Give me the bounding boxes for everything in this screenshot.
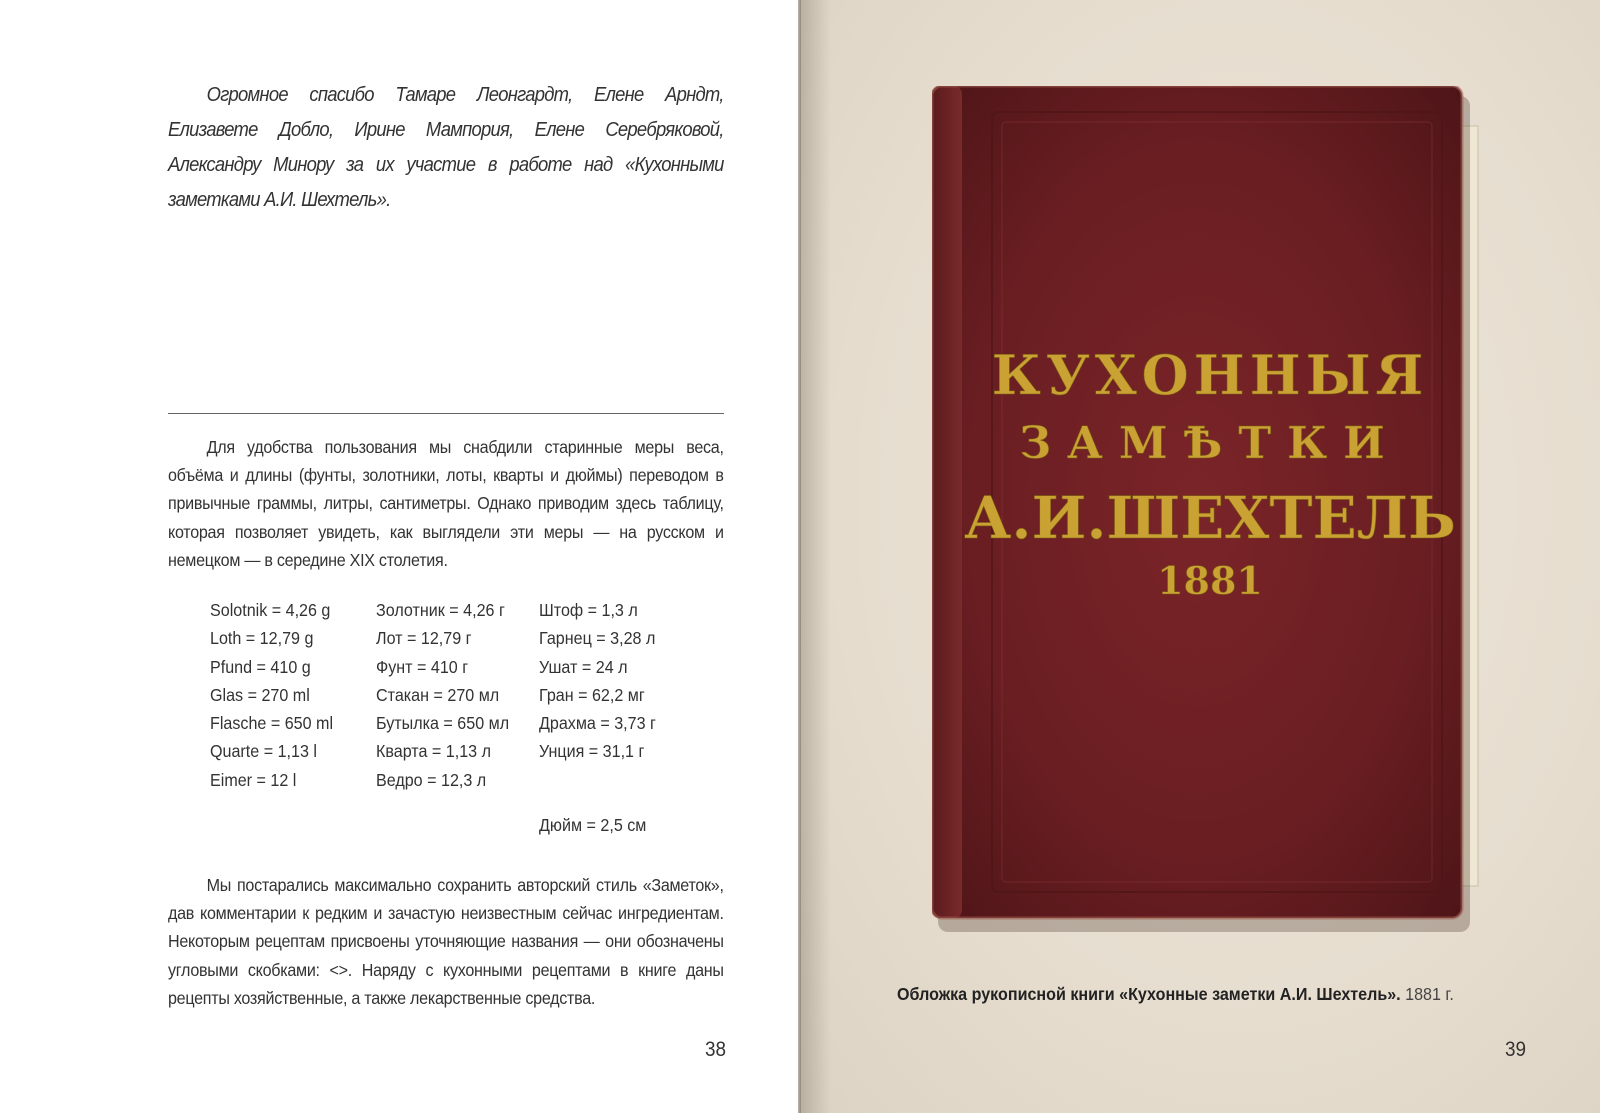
photo-caption [897,984,1454,1005]
measure-item: Гарнец = 3,28 л [539,628,656,649]
caption-title: Обложка рукописной книги «Кухонные заметки А.И. Шехтель». [897,984,1401,1004]
measure-item: Унция = 31,1 г [539,741,645,762]
measure-inch: Дюйм = 2,5 см [539,815,647,835]
cover-year: 1881 [1157,558,1263,603]
measure-item: Фунт = 410 г [376,656,469,677]
cover-title-line3: А.И.ШЕХТЕЛЬ [964,484,1456,552]
cover-title-line1: КУХОННЫЯ [991,343,1429,407]
caption-year: 1881 г. [1400,984,1454,1004]
measure-item: Штоф = 1,3 л [539,600,638,620]
measures-russian-column [376,596,509,794]
measure-item: Гран = 62,2 мг [539,684,645,705]
left-page [0,0,798,1113]
measure-item: Драхма = 3,73 г [539,713,656,734]
measures-other-column [539,596,656,766]
measure-item: Бутылка = 650 мл [376,713,510,734]
divider-line [168,413,724,414]
measure-item: Стакан = 270 мл [376,684,500,705]
measure-item: Pfund = 410 g [210,656,311,677]
acknowledgement-text: Огромное спасибо Тамаре Леонгардт, Елене Арндт, Елизавете Добло, Ирине Мампория, Елене Серебряковой, Александру Минору за их участие в работе над «Кухонными заметками А.И. Шехтель». [168,84,724,211]
measure-item: Flasche = 650 ml [210,713,334,734]
measures-german-column [210,596,333,794]
measure-item: Кварта = 1,13 л [376,741,492,762]
measure-item: Ведро = 12,3 л [376,769,487,790]
measure-item: Eimer = 12 l [210,769,297,790]
page-number-right: 39 [1505,1038,1527,1061]
measure-item: Ушат = 24 л [539,656,628,677]
book-cover-photo [932,86,1486,936]
intro-paragraph: Для удобства пользования мы снабдили старинные меры веса, объёма и длины (фунты, золотники, лоты, кварты и дюймы) переводом в привычные граммы, литры, сантиметры. Однако приводим здесь таблицу, которая позволяет увидеть, как выглядели эти меры — на русском и немецком — в середине XIX столетия. [168,437,724,570]
measure-item: Loth = 12,79 g [210,628,314,649]
measure-item: Glas = 270 ml [210,684,310,705]
measure-item: Solotnik = 4,26 g [210,600,331,620]
cover-title-line2: ЗАМѢТКИ [1019,418,1401,469]
page-number-left: 38 [705,1038,727,1061]
measure-item: Quarte = 1,13 l [210,741,317,762]
closing-paragraph: Мы постарались максимально сохранить авторский стиль «Заметок», дав комментарии к редким и зачастую неизвестным сейчас ингредиентам. Некоторым рецептам присвоены уточняющие названия — они обозначены угловыми скобками: <>. Наряду с кухонными рецептами в книге даны рецепты хозяйственные, а также лекарственные средства. [168,875,724,1008]
measure-item: Золотник = 4,26 г [376,600,505,620]
measure-item: Лот = 12,79 г [376,628,472,649]
